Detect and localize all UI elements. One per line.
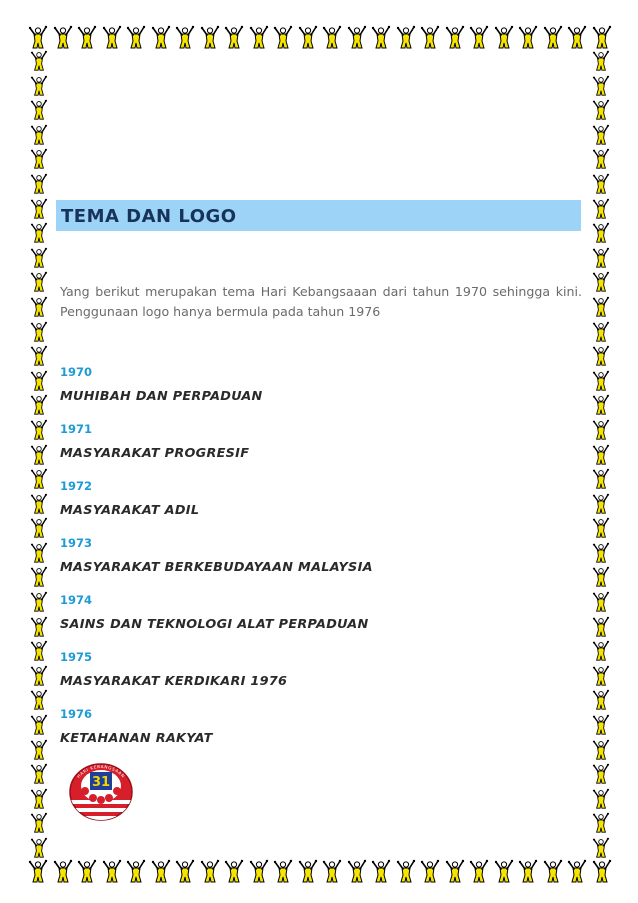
theme-list bbox=[60, 362, 580, 761]
cheering-person-icon bbox=[126, 859, 146, 883]
cheering-person-icon bbox=[445, 25, 465, 49]
cheering-person-icon bbox=[298, 859, 318, 883]
cheering-person-icon bbox=[592, 739, 610, 760]
cheering-person-icon bbox=[592, 788, 610, 809]
cheering-person-icon bbox=[30, 345, 48, 366]
cheering-person-icon bbox=[30, 788, 48, 809]
cheering-person-icon bbox=[249, 25, 269, 49]
cheering-person-icon bbox=[224, 859, 244, 883]
cheering-person-icon bbox=[592, 247, 610, 268]
cheering-person-icon bbox=[592, 124, 610, 145]
cheering-person-icon bbox=[396, 25, 416, 49]
cheering-person-icon bbox=[518, 25, 538, 49]
cheering-person-icon bbox=[592, 763, 610, 784]
cheering-person-icon bbox=[126, 25, 146, 49]
cheering-person-icon bbox=[494, 25, 514, 49]
cheering-person-icon bbox=[469, 25, 489, 49]
cheering-person-icon bbox=[53, 25, 73, 49]
cheering-person-icon bbox=[30, 173, 48, 194]
cheering-person-icon bbox=[592, 296, 610, 317]
cheering-person-icon bbox=[592, 148, 610, 169]
cheering-person-icon bbox=[30, 444, 48, 465]
cheering-person-icon bbox=[102, 859, 122, 883]
theme-entry bbox=[60, 362, 580, 419]
cheering-person-icon bbox=[592, 517, 610, 538]
cheering-person-icon bbox=[200, 859, 220, 883]
page-border-right bbox=[590, 50, 612, 858]
cheering-person-icon bbox=[53, 859, 73, 883]
cheering-person-icon bbox=[30, 616, 48, 637]
theme-entry bbox=[60, 476, 580, 533]
cheering-person-icon bbox=[592, 566, 610, 587]
cheering-person-icon bbox=[592, 271, 610, 292]
theme-title: MUHIBAH DAN PERPADUAN bbox=[60, 389, 263, 404]
cheering-person-icon bbox=[30, 321, 48, 342]
logo-ring-text: HARI KEBANGSAAN bbox=[75, 763, 127, 779]
cheering-person-icon bbox=[30, 198, 48, 219]
theme-title: MASYARAKAT ADIL bbox=[60, 503, 200, 518]
theme-entry bbox=[60, 704, 580, 761]
cheering-person-icon bbox=[347, 25, 367, 49]
cheering-person-icon bbox=[175, 859, 195, 883]
cheering-person-icon bbox=[445, 859, 465, 883]
cheering-person-icon bbox=[30, 493, 48, 514]
cheering-person-icon bbox=[30, 148, 48, 169]
cheering-person-icon bbox=[347, 859, 367, 883]
cheering-person-icon bbox=[420, 859, 440, 883]
theme-title: MASYARAKAT KERDIKARI 1976 bbox=[60, 674, 288, 689]
cheering-person-icon bbox=[592, 444, 610, 465]
cheering-person-icon bbox=[592, 812, 610, 833]
cheering-person-icon bbox=[30, 247, 48, 268]
theme-title: MASYARAKAT BERKEBUDAYAAN MALAYSIA bbox=[60, 560, 373, 575]
cheering-person-icon bbox=[30, 714, 48, 735]
cheering-person-icon bbox=[543, 859, 563, 883]
cheering-person-icon bbox=[592, 714, 610, 735]
cheering-person-icon bbox=[322, 859, 342, 883]
cheering-person-icon bbox=[592, 321, 610, 342]
cheering-person-icon bbox=[249, 859, 269, 883]
cheering-person-icon bbox=[494, 859, 514, 883]
cheering-person-icon bbox=[592, 591, 610, 612]
cheering-person-icon bbox=[592, 370, 610, 391]
cheering-person-icon bbox=[273, 859, 293, 883]
theme-entry bbox=[60, 647, 580, 704]
cheering-person-icon bbox=[30, 394, 48, 415]
cheering-person-icon bbox=[592, 493, 610, 514]
cheering-person-icon bbox=[30, 812, 48, 833]
cheering-person-icon bbox=[30, 370, 48, 391]
cheering-person-icon bbox=[592, 25, 612, 49]
theme-year: 1976 bbox=[60, 707, 93, 721]
cheering-person-icon bbox=[592, 198, 610, 219]
page-title: TEMA DAN LOGO bbox=[61, 206, 237, 227]
cheering-person-icon bbox=[592, 419, 610, 440]
theme-year: 1971 bbox=[60, 422, 93, 436]
cheering-person-icon bbox=[592, 345, 610, 366]
theme-year: 1972 bbox=[60, 479, 93, 493]
cheering-person-icon bbox=[77, 25, 97, 49]
theme-year: 1973 bbox=[60, 536, 93, 550]
cheering-person-icon bbox=[567, 859, 587, 883]
cheering-person-icon bbox=[30, 566, 48, 587]
cheering-person-icon bbox=[30, 517, 48, 538]
cheering-person-icon bbox=[30, 763, 48, 784]
cheering-person-icon bbox=[30, 419, 48, 440]
cheering-person-icon bbox=[420, 25, 440, 49]
cheering-person-icon bbox=[592, 542, 610, 563]
cheering-person-icon bbox=[30, 542, 48, 563]
cheering-person-icon bbox=[30, 296, 48, 317]
cheering-person-icon bbox=[30, 591, 48, 612]
national-day-logo bbox=[66, 760, 136, 822]
theme-title: KETAHANAN RAKYAT bbox=[60, 731, 213, 746]
cheering-person-icon bbox=[151, 859, 171, 883]
cheering-person-icon bbox=[30, 222, 48, 243]
cheering-person-icon bbox=[592, 859, 612, 883]
cheering-person-icon bbox=[30, 837, 48, 858]
cheering-person-icon bbox=[273, 25, 293, 49]
page-border-left bbox=[28, 50, 50, 858]
theme-title: SAINS DAN TEKNOLOGI ALAT PERPADUAN bbox=[60, 617, 369, 632]
cheering-person-icon bbox=[298, 25, 318, 49]
theme-entry bbox=[60, 419, 580, 476]
theme-year: 1975 bbox=[60, 650, 93, 664]
cheering-person-icon bbox=[592, 468, 610, 489]
cheering-person-icon bbox=[151, 25, 171, 49]
theme-year: 1974 bbox=[60, 593, 93, 607]
cheering-person-icon bbox=[30, 99, 48, 120]
theme-year: 1970 bbox=[60, 365, 93, 379]
page-border-top bbox=[28, 24, 612, 50]
cheering-person-icon bbox=[200, 25, 220, 49]
cheering-person-icon bbox=[30, 689, 48, 710]
page-border-bottom bbox=[28, 858, 612, 884]
cheering-person-icon bbox=[592, 689, 610, 710]
cheering-person-icon bbox=[592, 640, 610, 661]
cheering-person-icon bbox=[28, 25, 48, 49]
cheering-person-icon bbox=[592, 75, 610, 96]
cheering-person-icon bbox=[175, 25, 195, 49]
cheering-person-icon bbox=[30, 124, 48, 145]
cheering-person-icon bbox=[30, 50, 48, 71]
intro-paragraph: Yang berikut merupakan tema Hari Kebangsaaan dari tahun 1970 sehingga kini. Penggunaan logo hanya bermula pada tahun 1976 bbox=[60, 284, 582, 319]
logo-number: 31 bbox=[91, 775, 111, 790]
cheering-person-icon bbox=[28, 859, 48, 883]
cheering-person-icon bbox=[30, 75, 48, 96]
cheering-person-icon bbox=[30, 640, 48, 661]
cheering-person-icon bbox=[30, 665, 48, 686]
cheering-person-icon bbox=[592, 222, 610, 243]
cheering-person-icon bbox=[592, 173, 610, 194]
cheering-person-icon bbox=[371, 25, 391, 49]
cheering-person-icon bbox=[322, 25, 342, 49]
cheering-person-icon bbox=[592, 837, 610, 858]
cheering-person-icon bbox=[469, 859, 489, 883]
cheering-person-icon bbox=[518, 859, 538, 883]
cheering-person-icon bbox=[396, 859, 416, 883]
cheering-person-icon bbox=[30, 271, 48, 292]
cheering-person-icon bbox=[371, 859, 391, 883]
cheering-person-icon bbox=[592, 665, 610, 686]
cheering-person-icon bbox=[592, 616, 610, 637]
cheering-person-icon bbox=[77, 859, 97, 883]
cheering-person-icon bbox=[102, 25, 122, 49]
theme-title: MASYARAKAT PROGRESIF bbox=[60, 446, 250, 461]
cheering-person-icon bbox=[30, 468, 48, 489]
cheering-person-icon bbox=[592, 394, 610, 415]
theme-entry bbox=[60, 533, 580, 590]
cheering-person-icon bbox=[30, 739, 48, 760]
cheering-person-icon bbox=[567, 25, 587, 49]
cheering-person-icon bbox=[543, 25, 563, 49]
theme-entry bbox=[60, 590, 580, 647]
cheering-person-icon bbox=[592, 99, 610, 120]
cheering-person-icon bbox=[592, 50, 610, 71]
cheering-person-icon bbox=[224, 25, 244, 49]
